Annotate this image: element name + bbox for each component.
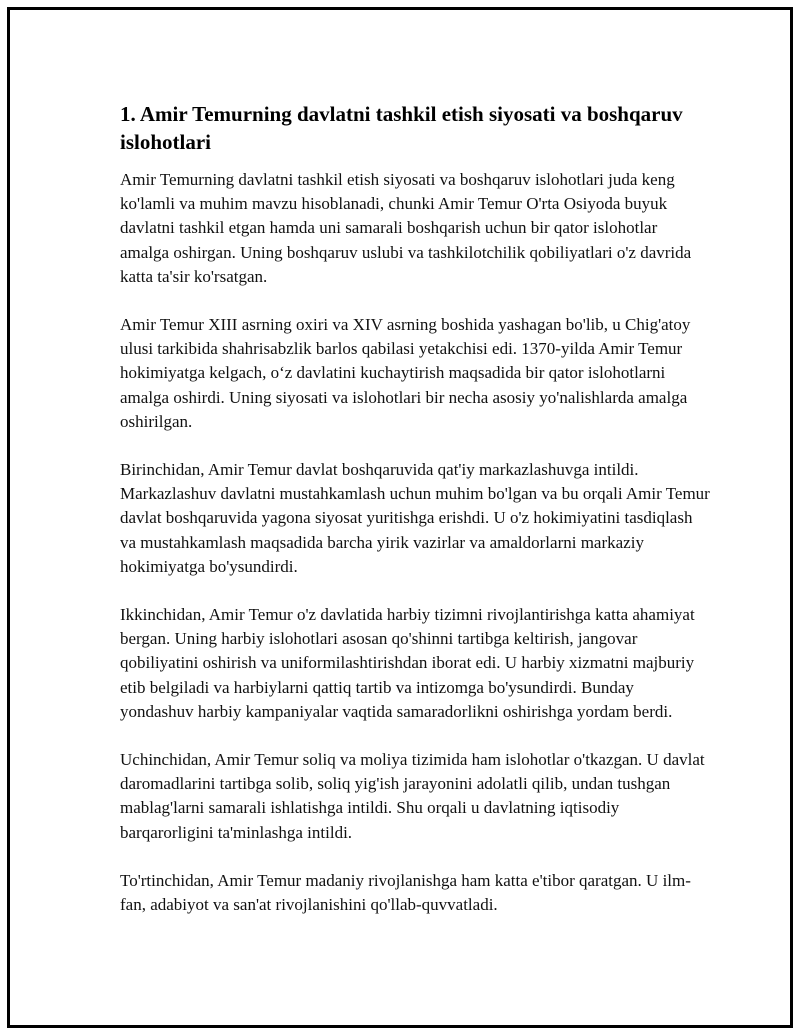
section-heading: 1. Amir Temurning davlatni tashkil etish siyosati va boshqaruv islohotlari [120, 102, 683, 154]
page-frame [7, 7, 793, 1028]
paragraph-second-point: Ikkinchidan, Amir Temur o'z davlatida harbiy tizimni rivojlantirishga katta ahamiyat bergan. Uning harbiy islohotlari asosan qo'shinni tartibga keltirish, jangovar qobiliyatini oshirish va uniformilashtirishdan iborat edi. U harbiy xizmatni majburiy etib belgiladi va harbiylarni qattiq tartib va intizomga bo'ysundirdi. Bunday yondashuv harbiy kampaniyalar vaqtida samaradorlikni oshirishga yordam berdi. [120, 605, 695, 721]
paragraph-fourth-point: To'rtinchidan, Amir Temur madaniy rivojlanishga ham katta e'tibor qaratgan. U ilm-fan, adabiyot va san'at rivojlanishini qo'llab-quvvatladi. [120, 870, 691, 915]
paragraph-first-point: Birinchidan, Amir Temur davlat boshqaruvida qat'iy markazlashuvga intildi. Markazlashuv davlatni mustahkamlash uchun muhim bo'lgan va bu orqali Amir Temur davlat boshqaruvida yagona siyosat yuritishga erishdi. U o'z hokimiyatini tasdiqlash va mustahkamlash maqsadida barcha yirik vazirlar va amaldorlarni markaziy hokimiyatga bo'ysundirdi. [120, 460, 710, 576]
document-body [120, 100, 710, 941]
paragraph-intro: Amir Temurning davlatni tashkil etish siyosati va boshqaruv islohotlari juda keng ko'lamli va muhim mavzu hisoblanadi, chunki Amir Temur O'rta Osiyoda buyuk davlatni tashkil etgan hamda uni samarali boshqarish uchun bir qator islohotlar amalga oshirgan. Uning boshqaruv uslubi va tashkilotchilik qobiliyatlari o'z davrida katta ta'sir ko'rsatgan. [120, 170, 692, 286]
paragraph-background: Amir Temur XIII asrning oxiri va XIV asrning boshida yashagan bo'lib, u Chig'atoy ulusi tarkibida shahrisabzlik barlos qabilasi yetakchisi edi. 1370-yilda Amir Temur hokimiyatga kelgach, o‘z davlatini kuchaytirish maqsadida bir qator islohotlarni amalga oshirdi. Uning siyosati va islohotlari bir necha asosiy yo'nalishlarda amalga oshirilgan. [120, 315, 691, 431]
paragraph-third-point: Uchinchidan, Amir Temur soliq va moliya tizimida ham islohotlar o'tkazgan. U davlat daromadlarini tartibga solib, soliq yig'ish jarayonini adolatli qilib, undan tushgan mablag'larni samarali ishlatishga intildi. Shu orqali u davlatning iqtisodiy barqarorligini ta'minlashga intildi. [120, 750, 705, 842]
